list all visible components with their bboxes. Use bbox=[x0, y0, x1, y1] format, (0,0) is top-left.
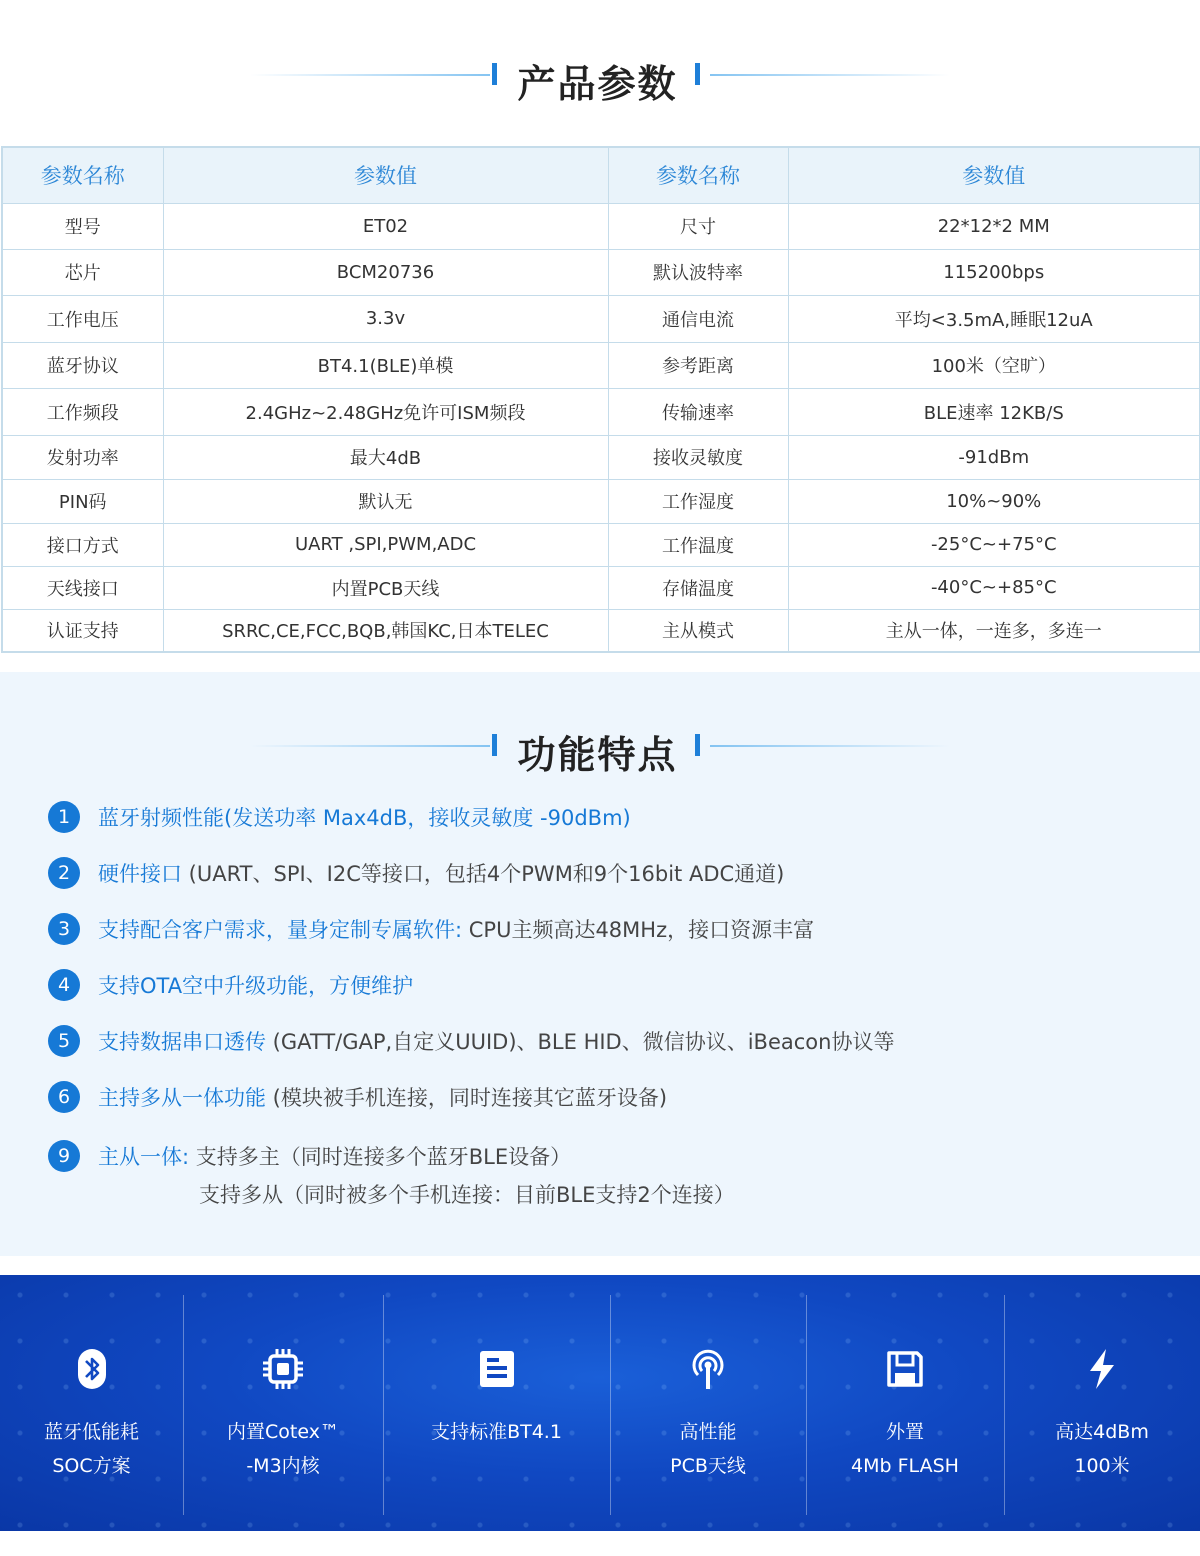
param-table-row bbox=[2, 249, 1200, 295]
param-name-cell: PIN码 bbox=[2, 479, 163, 523]
highlight-item bbox=[0, 1275, 183, 1531]
feature-item bbox=[48, 856, 784, 890]
param-name-cell: 芯片 bbox=[2, 249, 163, 295]
param-value-cell: 平均<3.5mA,睡眠12uA bbox=[788, 295, 1200, 342]
param-table-row bbox=[2, 342, 1200, 388]
highlight-label-line1: 高达4dBm bbox=[1055, 1421, 1149, 1443]
param-table-row bbox=[2, 609, 1200, 652]
param-value-cell: -91dBm bbox=[788, 435, 1200, 479]
highlight-label bbox=[610, 1415, 806, 1483]
header-bar-right bbox=[695, 734, 700, 756]
feature-highlight: 主持多从一体功能 bbox=[98, 1086, 266, 1110]
param-value-cell: SRRC,CE,FCC,BQB,韩国KC,日本TELEC bbox=[163, 609, 608, 652]
feature-highlight: 支持OTA空中升级功能，方便维护 bbox=[98, 974, 414, 998]
highlight-label-line2: -M3内核 bbox=[246, 1455, 320, 1477]
feature-number-badge: 5 bbox=[48, 1025, 80, 1057]
param-value-cell: 100米（空旷） bbox=[788, 342, 1200, 388]
param-table-row bbox=[2, 523, 1200, 566]
feature-highlight: 支持配合客户需求，量身定制专属软件: bbox=[98, 918, 463, 942]
param-header-name-1: 参数名称 bbox=[2, 147, 163, 203]
highlight-label-line1: 高性能 bbox=[679, 1421, 737, 1443]
band-separator bbox=[183, 1295, 184, 1515]
param-header-value-2: 参数值 bbox=[788, 147, 1200, 203]
param-name-cell: 工作频段 bbox=[2, 388, 163, 435]
param-table-row bbox=[2, 295, 1200, 342]
param-header-name-2: 参数名称 bbox=[608, 147, 788, 203]
highlight-label-line1: 内置Cotex™ bbox=[227, 1421, 339, 1443]
feature-detail: (模块被手机连接，同时连接其它蓝牙设备) bbox=[266, 1086, 668, 1110]
params-section-title: 产品参数 bbox=[517, 62, 678, 106]
param-header-value-1: 参数值 bbox=[163, 147, 608, 203]
param-name-cell: 通信电流 bbox=[608, 295, 788, 342]
param-name-cell: 工作电压 bbox=[2, 295, 163, 342]
highlight-label bbox=[0, 1415, 183, 1483]
feature-number-badge: 1 bbox=[48, 801, 80, 833]
feature-detail: 支持多主（同时连接多个蓝牙BLE设备） bbox=[189, 1145, 572, 1169]
param-name-cell: 主从模式 bbox=[608, 609, 788, 652]
header-bar-left bbox=[492, 63, 497, 85]
header-bar-left bbox=[492, 734, 497, 756]
param-value-cell: BLE速率 12KB/S bbox=[788, 388, 1200, 435]
param-value-cell: 默认无 bbox=[163, 479, 608, 523]
param-name-cell: 天线接口 bbox=[2, 566, 163, 609]
chip-icon bbox=[261, 1347, 305, 1391]
param-name-cell: 型号 bbox=[2, 203, 163, 249]
feature-number-badge: 3 bbox=[48, 913, 80, 945]
feature-item bbox=[48, 968, 413, 1002]
param-table-header-row bbox=[2, 147, 1200, 203]
highlight-label bbox=[383, 1415, 610, 1449]
highlight-label bbox=[806, 1415, 1004, 1483]
param-name-cell: 默认波特率 bbox=[608, 249, 788, 295]
feature-highlight: 硬件接口 bbox=[98, 862, 182, 886]
param-name-cell: 参考距离 bbox=[608, 342, 788, 388]
param-name-cell: 接口方式 bbox=[2, 523, 163, 566]
param-name-cell: 尺寸 bbox=[608, 203, 788, 249]
feature-text bbox=[98, 802, 631, 832]
params-section-header bbox=[0, 45, 1200, 105]
feature-item bbox=[48, 1024, 894, 1058]
feature-item bbox=[48, 800, 631, 834]
highlight-label-line1: 蓝牙低能耗 bbox=[43, 1421, 139, 1443]
feature-number-badge: 2 bbox=[48, 857, 80, 889]
param-name-cell: 工作湿度 bbox=[608, 479, 788, 523]
feature-item bbox=[48, 1080, 667, 1114]
header-bar-right bbox=[695, 63, 700, 85]
feature-detail: CPU主频高达48MHz，接口资源丰富 bbox=[462, 918, 815, 942]
band-separator bbox=[806, 1295, 807, 1515]
param-value-cell: 最大4dB bbox=[163, 435, 608, 479]
feature-extra-line: 支持多从（同时被多个手机连接：目前BLE支持2个连接） bbox=[199, 1183, 735, 1207]
param-name-cell: 接收灵敏度 bbox=[608, 435, 788, 479]
param-name-cell: 蓝牙协议 bbox=[2, 342, 163, 388]
header-divider-left bbox=[250, 74, 490, 76]
highlight-label bbox=[1004, 1415, 1200, 1483]
param-value-cell: -25°C~+75°C bbox=[788, 523, 1200, 566]
features-section-header bbox=[0, 716, 1200, 776]
param-table-row bbox=[2, 203, 1200, 249]
highlight-label-line2: 100米 bbox=[1074, 1455, 1130, 1477]
feature-highlight: 支持数据串口透传 bbox=[98, 1030, 266, 1054]
lightning-icon bbox=[1080, 1347, 1124, 1391]
highlight-item bbox=[1004, 1275, 1200, 1531]
highlight-label bbox=[183, 1415, 383, 1483]
param-value-cell: -40°C~+85°C bbox=[788, 566, 1200, 609]
band-separator bbox=[610, 1295, 611, 1515]
param-value-cell: 3.3v bbox=[163, 295, 608, 342]
param-value-cell: BCM20736 bbox=[163, 249, 608, 295]
feature-number-badge: 9 bbox=[48, 1140, 80, 1172]
highlight-label-line2: SOC方案 bbox=[52, 1455, 131, 1477]
param-value-cell: 2.4GHz~2.48GHz免许可ISM频段 bbox=[163, 388, 608, 435]
header-divider-right bbox=[710, 745, 950, 747]
param-value-cell: 内置PCB天线 bbox=[163, 566, 608, 609]
floppy-disk-icon bbox=[883, 1347, 927, 1391]
param-name-cell: 传输速率 bbox=[608, 388, 788, 435]
param-table-row bbox=[2, 388, 1200, 435]
band-separator bbox=[1004, 1295, 1005, 1515]
highlight-label-line1: 外置 bbox=[885, 1421, 924, 1443]
highlight-item bbox=[610, 1275, 806, 1531]
feature-text bbox=[98, 1026, 894, 1056]
highlight-label-line1: 支持标准BT4.1 bbox=[431, 1421, 562, 1443]
highlight-label-line2: 4Mb FLASH bbox=[851, 1455, 959, 1477]
param-value-cell: 22*12*2 MM bbox=[788, 203, 1200, 249]
feature-detail: (UART、SPI、I2C等接口，包括4个PWM和9个16bit ADC通道) bbox=[182, 862, 785, 886]
highlight-item bbox=[383, 1275, 610, 1531]
highlights-band bbox=[0, 1275, 1200, 1531]
param-table-row bbox=[2, 435, 1200, 479]
header-divider-right bbox=[710, 74, 950, 76]
feature-text bbox=[98, 914, 814, 944]
feature-text bbox=[98, 1082, 667, 1112]
document-icon bbox=[475, 1347, 519, 1391]
param-table-row bbox=[2, 479, 1200, 523]
param-value-cell: ET02 bbox=[163, 203, 608, 249]
feature-text bbox=[98, 1141, 571, 1171]
param-name-cell: 认证支持 bbox=[2, 609, 163, 652]
header-divider-left bbox=[250, 745, 490, 747]
highlight-item bbox=[806, 1275, 1004, 1531]
feature-item bbox=[48, 1139, 571, 1173]
param-table-row bbox=[2, 566, 1200, 609]
bluetooth-icon bbox=[70, 1347, 114, 1391]
param-value-cell: 115200bps bbox=[788, 249, 1200, 295]
features-section bbox=[0, 672, 1200, 1256]
param-name-cell: 存储温度 bbox=[608, 566, 788, 609]
feature-text bbox=[98, 970, 413, 1000]
param-value-cell: 主从一体，一连多，多连一 bbox=[788, 609, 1200, 652]
features-section-title: 功能特点 bbox=[517, 733, 678, 777]
highlight-label-line2: PCB天线 bbox=[670, 1455, 746, 1477]
param-name-cell: 发射功率 bbox=[2, 435, 163, 479]
band-separator bbox=[383, 1295, 384, 1515]
feature-number-badge: 6 bbox=[48, 1081, 80, 1113]
feature-highlight: 蓝牙射频性能(发送功率 Max4dB，接收灵敏度 -90dBm) bbox=[98, 806, 631, 830]
feature-number-badge: 4 bbox=[48, 969, 80, 1001]
antenna-icon bbox=[686, 1347, 730, 1391]
param-value-cell: 10%~90% bbox=[788, 479, 1200, 523]
feature-text bbox=[98, 858, 784, 888]
highlight-item bbox=[183, 1275, 383, 1531]
feature-highlight: 主从一体: bbox=[98, 1145, 190, 1169]
feature-detail: (GATT/GAP,自定义UUID)、BLE HID、微信协议、iBeacon协议等 bbox=[266, 1030, 895, 1054]
feature-item bbox=[48, 912, 814, 946]
param-table bbox=[1, 146, 1200, 653]
param-value-cell: BT4.1(BLE)单模 bbox=[163, 342, 608, 388]
param-name-cell: 工作温度 bbox=[608, 523, 788, 566]
param-value-cell: UART ,SPI,PWM,ADC bbox=[163, 523, 608, 566]
